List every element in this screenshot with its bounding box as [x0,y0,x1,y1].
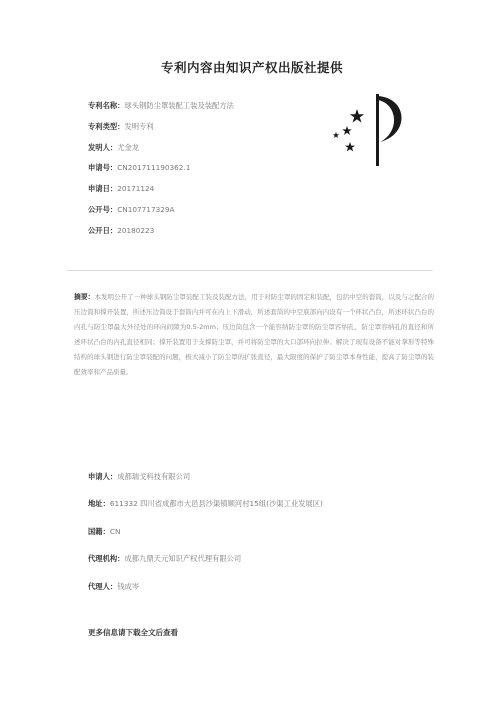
meta-label: 专利类型： [88,121,125,131]
meta-value: 尤金龙 [117,142,140,152]
info-value: 611332 四川省成都市大邑县沙渠镇顺河村15组(沙渠工业发展区) [109,499,323,509]
download-more-link[interactable]: 更多信息请下载全文后查看 [88,628,178,637]
info-row-address [88,494,323,521]
abstract-block [74,290,434,380]
info-row-applicant [88,467,323,494]
meta-value: 20171124 [117,184,155,194]
meta-row-application-number [88,158,234,179]
meta-label: 公开号： [88,204,118,214]
meta-value: 20180223 [117,225,155,235]
meta-row-inventor [88,138,234,159]
info-label: 国籍： [88,526,110,536]
meta-value: 发明专利 [124,121,154,131]
cnipa-emblem-icon [318,90,408,170]
abstract-text: 本发明公开了一种球头钢防尘罩装配工装及装配方法，用于对防尘罩的固定和装配，包括中空的套筒，以及与之配合的压边筒和撑开装置，所述压边筒设于套筒内并可在内上下滑动，所述套筒的中空底部向内设有一个环状凸台，所述环状凸台的内孔与防尘罩最大外径处的环向间隙为0.5-2mm；压边筒包含一个能容纳防尘罩的防尘罩容纳孔，防尘罩容纳孔的直径和所述环状凸台的内孔直径相同；撑开装置用于支撑防尘罩，并可将防尘罩的大口部环向拉伸。解决了现有设备不能对掌形等特殊结构的球头钢进行防尘罩装配的问题，极大减小了防尘罩的扩张直径，最大限度的保护了防尘罩本身性能，提高了防尘罩的装配效率和产品质量。 [74,293,435,376]
info-label: 代理机构： [88,554,125,564]
applicant-info [88,467,323,604]
patent-meta [88,96,234,242]
info-row-country [88,522,323,549]
meta-row-application-date [88,179,234,200]
info-label: 代理人： [88,581,118,591]
section-divider [67,270,433,271]
info-value: 钱成岑 [117,581,140,591]
meta-row-name [88,96,234,117]
meta-value: CN201711190362.1 [117,163,191,173]
meta-value: CN107717329A [117,204,175,214]
info-value: 成都九鼎天元知识产权代理有限公司 [124,554,242,564]
meta-label: 发明人： [88,142,118,152]
info-row-agency [88,549,323,576]
meta-row-type [88,117,234,138]
meta-row-publication-number [88,200,234,221]
info-value: 成都瑞戈科技有限公司 [117,472,191,481]
meta-label: 申请号： [88,163,118,173]
info-label: 申请人： [88,472,118,481]
meta-row-publication-date [88,221,234,242]
page-title: 专利内容由知识产权出版社提供 [160,60,343,75]
info-value: CN [109,526,121,536]
abstract-label: 摘要： [74,293,95,301]
meta-label: 公开日： [88,225,118,235]
meta-label: 申请日： [88,184,118,194]
info-row-agent [88,577,323,604]
meta-label: 专利名称： [88,101,125,110]
meta-value: 球头钢防尘罩装配工装及装配方法 [124,101,234,110]
info-label: 地址： [88,499,110,509]
